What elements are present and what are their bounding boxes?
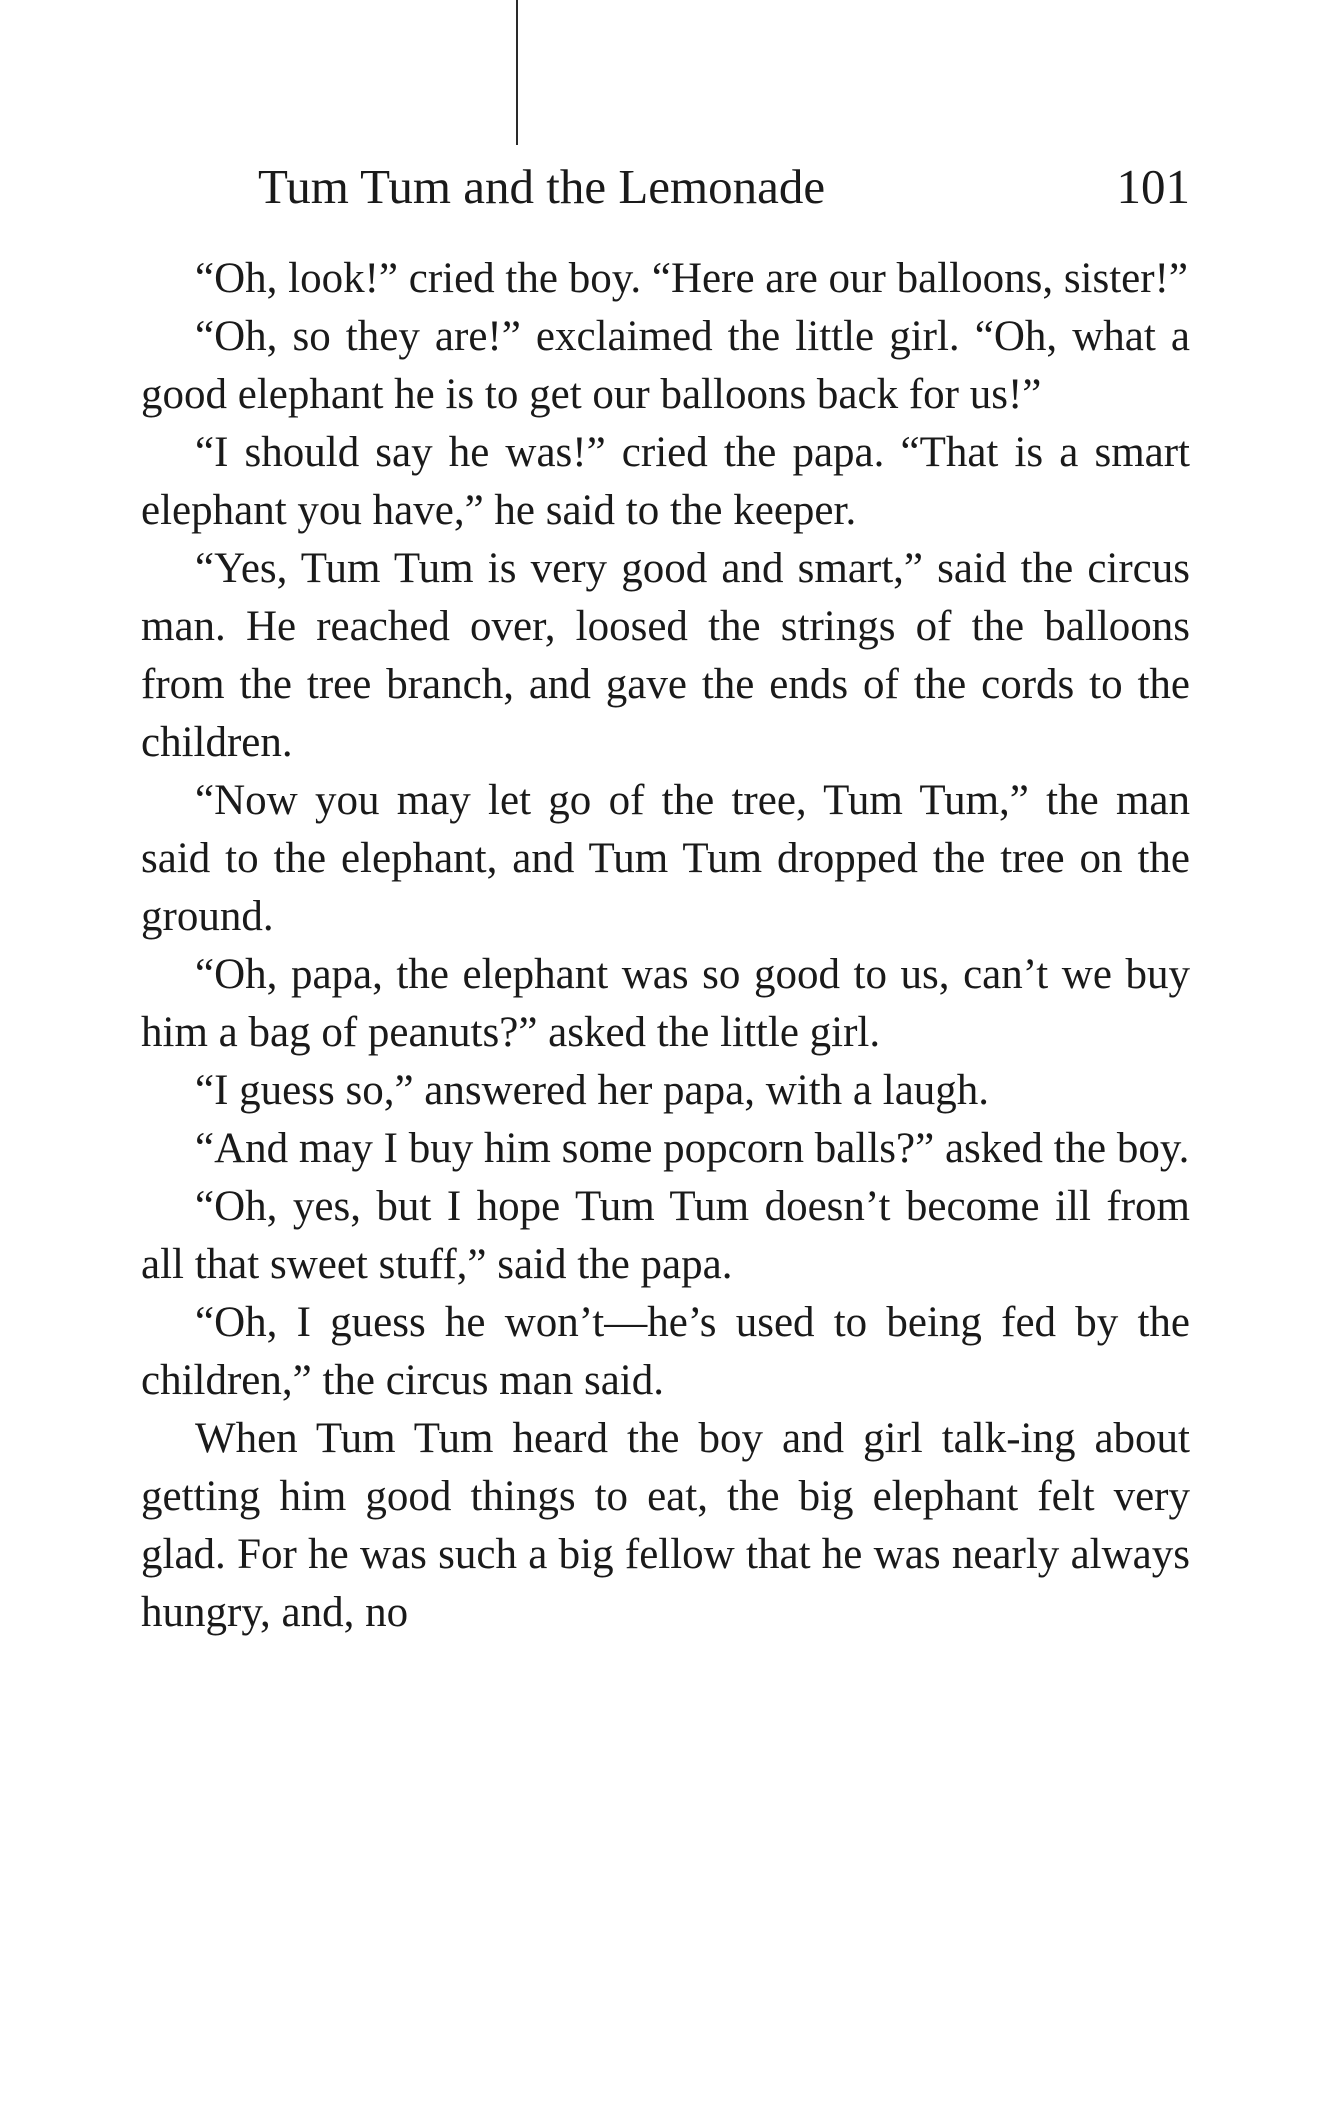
gutter-line (516, 0, 518, 145)
paragraph: “Oh, so they are!” exclaimed the little girl. “Oh, what a good elephant he is to get our balloons back for us!” (141, 313, 1190, 418)
body-text (141, 250, 1190, 1642)
paragraph: “Oh, look!” cried the boy. “Here are our balloons, sister!” (195, 255, 1188, 302)
paragraph: “Oh, I guess he won’t—he’s used to being fed by the children,” the circus man said. (141, 1299, 1190, 1404)
paragraph: When Tum Tum heard the boy and girl talk-ing about getting him good things to eat, the big elephant felt very glad. For he was such a big fellow that he was nearly always hungry, and, no (141, 1415, 1190, 1636)
paragraph: “And may I buy him some popcorn balls?” asked the boy. (195, 1125, 1190, 1172)
running-title: Tum Tum and the Lemonade (258, 159, 826, 214)
paragraph: “Oh, yes, but I hope Tum Tum doesn’t become ill from all that sweet stuff,” said the papa. (141, 1183, 1190, 1288)
paragraph: “I guess so,” answered her papa, with a laugh. (195, 1067, 990, 1114)
page-number: 101 (1116, 159, 1190, 214)
page-header (258, 152, 1190, 222)
paragraph: “Now you may let go of the tree, Tum Tum,” the man said to the elephant, and Tum Tum dropped the tree on the ground. (141, 777, 1190, 940)
paragraph: “Oh, papa, the elephant was so good to us, can’t we buy him a bag of peanuts?” asked the little girl. (141, 951, 1190, 1056)
paragraph: “Yes, Tum Tum is very good and smart,” said the circus man. He reached over, loosed the strings of the balloons from the tree branch, and gave the ends of the cords to the children. (141, 545, 1190, 766)
paragraph: “I should say he was!” cried the papa. “That is a smart elephant you have,” he said to the keeper. (141, 429, 1190, 534)
